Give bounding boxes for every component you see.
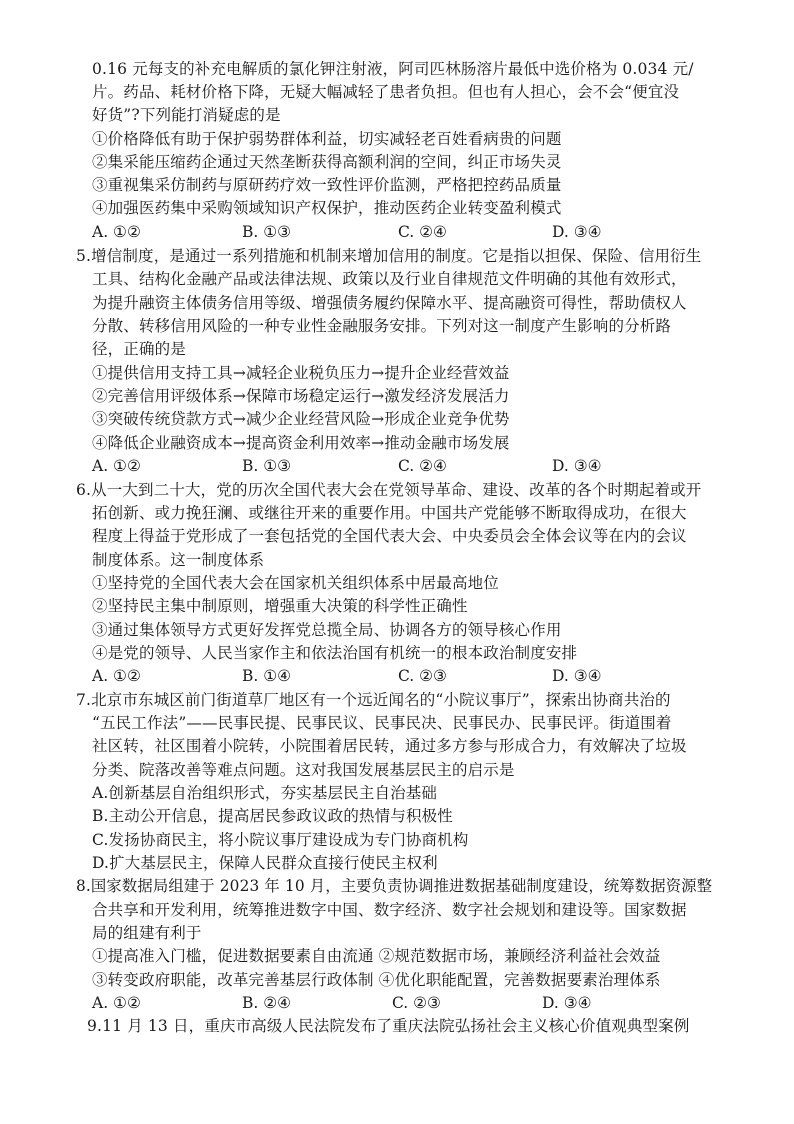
q6-options: [92, 665, 692, 687]
option-b[interactable]: B. ②④: [242, 994, 292, 1012]
q5-stem-line: 工具、结构化金融产品或法律法规、政策以及行业自律规范文件明确的其他有效形式，: [92, 270, 687, 288]
q5-statement-2: ②完善信用评级体系→保障市场稳定运行→激发经济发展活力: [92, 387, 510, 405]
q7-stem-line: 社区转，社区围着小院转，小院围着居民转，通过多方参与形成合力，有效解决了垃圾: [92, 737, 687, 755]
q6-stem-line: 制度体系。这一制度体系: [92, 551, 265, 569]
option-a[interactable]: A. ①②: [92, 994, 141, 1012]
q8-stem-line: 8.国家数据局组建于 2023 年 10 月，主要负责协调推进数据基础制度建设，统筹数据资源整: [76, 877, 713, 895]
q8-stem-line: 合共享和开发利用，统筹推进数字中国、数字经济、数字社会规划和建设等。国家数据: [92, 901, 687, 919]
q6-stem-line: 程度上得益于党形成了一套包括党的全国代表大会、中央委员会全体会议等在内的会议: [92, 527, 687, 545]
option-d[interactable]: D. ③④: [542, 994, 592, 1012]
option-c[interactable]: C. ②④: [398, 223, 447, 241]
q7-option-c[interactable]: C.发扬协商民主，将小院议事厅建设成为专门协商机构: [92, 831, 469, 849]
q7-stem-line: 分类、院落改善等难点问题。这对我国发展基层民主的启示是: [92, 761, 515, 779]
option-a[interactable]: A. ①②: [92, 457, 141, 475]
q7-stem-line: 7.北京市东城区前门街道草厂地区有一个远近闻名的“小院议事厅”，探索出协商共治的: [76, 691, 671, 709]
q6-statement-3: ③通过集体领导方式更好发挥党总揽全局、协调各方的领导核心作用: [92, 621, 562, 639]
option-c[interactable]: C. ②③: [398, 667, 447, 685]
q5-stem-line: 分散、转移信用风险的一种专业性金融服务安排。下列对这一制度产生影响的分析路: [92, 317, 672, 335]
option-d[interactable]: D. ③④: [552, 457, 602, 475]
q4-statement-2: ②集采能压缩药企通过天然垄断获得高额利润的空间，纠正市场失灵: [92, 153, 562, 171]
option-d[interactable]: D. ③④: [552, 223, 602, 241]
q7-option-b[interactable]: B.主动公开信息，提高居民参政议政的热情与积极性: [92, 807, 453, 825]
q6-statement-1: ①坚持党的全国代表大会在国家机关组织体系中居最高地位: [92, 574, 499, 592]
q4-statement-3: ③重视集采仿制药与原研药疗效一致性评价监测，严格把控药品质量: [92, 176, 562, 194]
q5-stem-line: 为提升融资主体债务信用等级、增强债务履约保障水平、提高融资可得性，帮助债权人: [92, 294, 687, 312]
q4-statement-1: ①价格降低有助于保护弱势群体利益，切实减轻老百姓看病贵的问题: [92, 130, 562, 148]
q8-options: [92, 992, 692, 1014]
option-b[interactable]: B. ①④: [242, 667, 292, 685]
option-a[interactable]: A. ①②: [92, 667, 141, 685]
q8-statements-3-4: ③转变政府职能，改革完善基层行政体制 ④优化职能配置，完善数据要素治理体系: [92, 971, 661, 989]
q5-statement-4: ④降低企业融资成本→提高资金利用效率→推动金融市场发展: [92, 434, 510, 452]
option-c[interactable]: C. ②④: [398, 457, 447, 475]
q7-option-a[interactable]: A.创新基层自治组织形式，夯实基层民主自治基础: [92, 784, 438, 802]
q9-stem-line: 9.11 月 13 日，重庆市高级人民法院发布了重庆法院弘扬社会主义核心价值观典型案例: [87, 1017, 690, 1035]
q5-stem-line: 径，正确的是: [92, 340, 186, 358]
q4-stem-line: 好货”?下列能打消疑虑的是: [92, 106, 281, 124]
q6-stem-line: 6.从一大到二十大，党的历次全国代表大会在党领导革命、建设、改革的各个时期起着或开: [76, 481, 702, 499]
q8-stem-line: 局的组建有利于: [92, 924, 202, 942]
q5-statement-3: ③突破传统贷款方式→减少企业经营风险→形成企业竞争优势: [92, 410, 510, 428]
option-a[interactable]: A. ①②: [92, 223, 141, 241]
option-c[interactable]: C. ②③: [392, 994, 441, 1012]
q6-statement-2: ②坚持民主集中制原则，增强重大决策的科学性正确性: [92, 597, 468, 615]
q8-statements-1-2: ①提高准入门槛，促进数据要素自由流通 ②规范数据市场，兼顾经济利益社会效益: [92, 947, 661, 965]
q4-options: [92, 221, 692, 243]
q6-stem-line: 拓创新、或力挽狂澜、或继往开来的重要作用。中国共产党能够不断取得成功，在很大: [92, 504, 687, 522]
q6-statement-4: ④是党的领导、人民当家作主和依法治国有机统一的根本政治制度安排: [92, 644, 578, 662]
option-b[interactable]: B. ①③: [242, 457, 292, 475]
q7-option-d[interactable]: D.扩大基层民主，保障人民群众直接行使民主权利: [92, 854, 438, 872]
q5-stem-line: 5.增信制度，是通过一系列措施和机制来增加信用的制度。它是指以担保、保险、信用衍生: [76, 247, 702, 265]
option-d[interactable]: D. ③④: [552, 667, 602, 685]
q5-options: [92, 455, 692, 477]
q4-stem-line: 片。药品、耗材价格下降，无疑大幅减轻了患者负担。但也有人担心，会不会“便宜没: [92, 83, 680, 101]
q4-stem-line: 0.16 元每支的补充电解质的氯化钾注射液，阿司匹林肠溶片最低中选价格为 0.034 元/: [92, 60, 694, 78]
q4-statement-4: ④加强医药集中采购领域知识产权保护，推动医药企业转变盈利模式: [92, 199, 562, 217]
q5-statement-1: ①提供信用支持工具→减轻企业税负压力→提升企业经营效益: [92, 364, 510, 382]
option-b[interactable]: B. ①③: [242, 223, 292, 241]
q7-stem-line: “五民工作法”——民事民提、民事民议、民事民决、民事民办、民事民评。街道围着: [92, 714, 672, 732]
